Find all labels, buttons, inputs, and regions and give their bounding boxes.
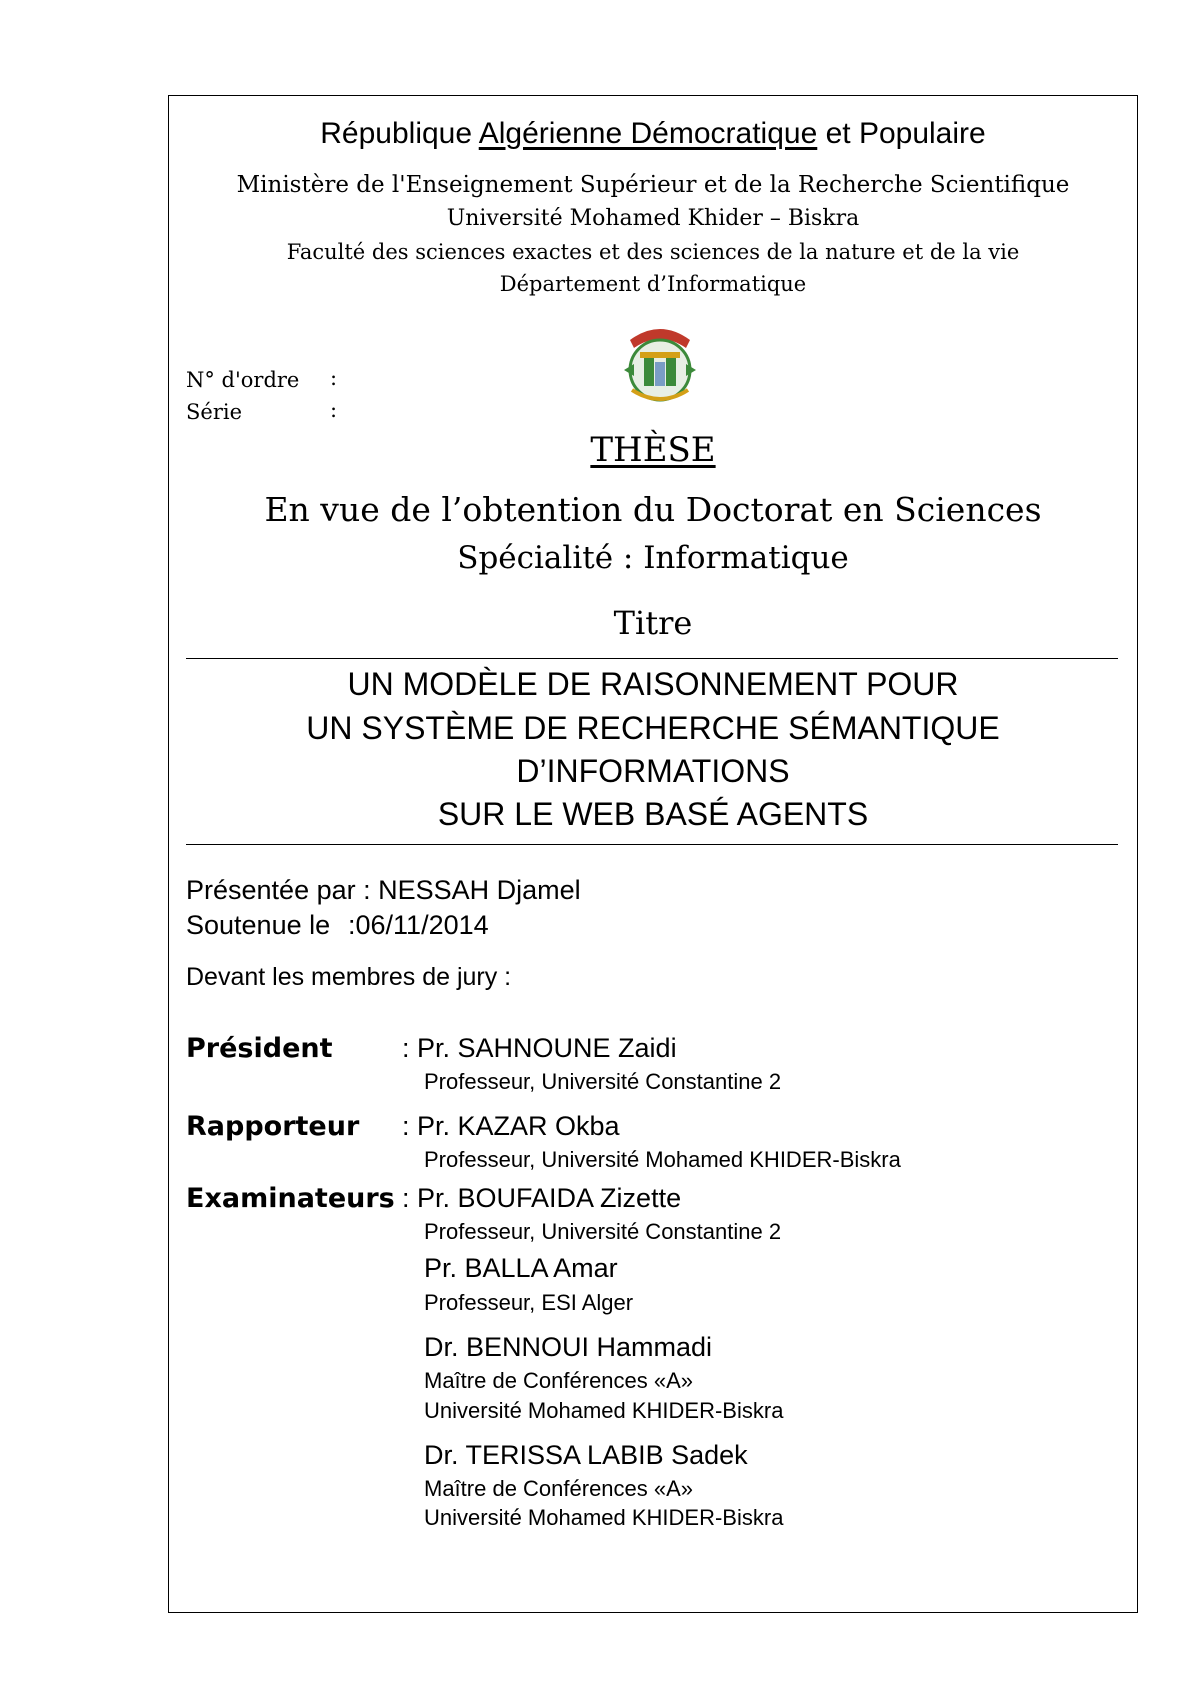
thesis-type: THÈSE — [590, 430, 716, 470]
title-line-4: SUR LE WEB BASÉ AGENTS — [437, 796, 869, 832]
university-line: Université Mohamed Khider – Biskra — [446, 206, 860, 231]
title-rule-bottom — [186, 844, 1118, 845]
rapporteur-label: Rapporteur — [186, 1111, 360, 1142]
presented-by: Présentée par : NESSAH Djamel — [186, 875, 581, 905]
president-affiliation: Professeur, Université Constantine 2 — [424, 1069, 782, 1094]
ministry-line: Ministère de l'Enseignement Supérieur et de la Recherche Scientifique — [236, 172, 1070, 198]
examiner-name-4: Dr. TERISSA LABIB Sadek — [424, 1440, 748, 1470]
examiner-affiliation-4a: Maître de Conférences «A» — [424, 1476, 694, 1501]
examiner-name-2: Pr. BALLA Amar — [424, 1253, 618, 1283]
thesis-specialty: Spécialité : Informatique — [457, 540, 849, 576]
republic-underlined: Algérienne Démocratique — [478, 117, 818, 150]
president-name: : Pr. SAHNOUNE Zaidi — [402, 1033, 677, 1063]
rapporteur-name: : Pr. KAZAR Okba — [402, 1111, 620, 1141]
title-line-2: UN SYSTÈME DE RECHERCHE SÉMANTIQUE — [306, 710, 1000, 746]
order-colon: : — [330, 366, 338, 390]
university-logo-icon — [620, 318, 700, 406]
faculty-line: Faculté des sciences exactes et des sciences de la nature et de la vie — [286, 240, 1020, 264]
defended-label: Soutenue le — [186, 910, 331, 940]
examiner-name-1: : Pr. BOUFAIDA Zizette — [402, 1183, 682, 1213]
republic-text-end: et Populaire — [817, 117, 986, 150]
republic-line — [168, 117, 1138, 151]
defended-date: :06/11/2014 — [348, 910, 489, 940]
examiner-affiliation-3a: Maître de Conférences «A» — [424, 1368, 694, 1393]
order-label: N° d'ordre — [186, 368, 300, 392]
thesis-objective: En vue de l’obtention du Doctorat en Sciences — [264, 490, 1042, 529]
president-label: Président — [186, 1033, 333, 1064]
examiner-affiliation-1: Professeur, Université Constantine 2 — [424, 1219, 782, 1244]
examiners-label: Examinateurs — [186, 1183, 395, 1214]
republic-text: République — [320, 117, 479, 150]
series-label: Série — [186, 400, 242, 424]
examiner-affiliation-2: Professeur, ESI Alger — [424, 1290, 634, 1315]
title-line-1: UN MODÈLE DE RAISONNEMENT POUR — [347, 666, 959, 702]
title-label: Titre — [613, 604, 693, 642]
title-line-3: D’INFORMATIONS — [516, 753, 790, 789]
examiner-affiliation-4b: Université Mohamed KHIDER-Biskra — [424, 1505, 784, 1530]
examiner-name-3: Dr. BENNOUI Hammadi — [424, 1332, 713, 1362]
jury-intro: Devant les membres de jury : — [186, 963, 512, 991]
rapporteur-affiliation: Professeur, Université Mohamed KHIDER-Biskra — [424, 1147, 901, 1172]
examiner-affiliation-3b: Université Mohamed KHIDER-Biskra — [424, 1398, 784, 1423]
title-rule-top — [186, 658, 1118, 659]
series-colon: : — [330, 398, 338, 422]
department-line: Département d’Informatique — [499, 272, 807, 296]
